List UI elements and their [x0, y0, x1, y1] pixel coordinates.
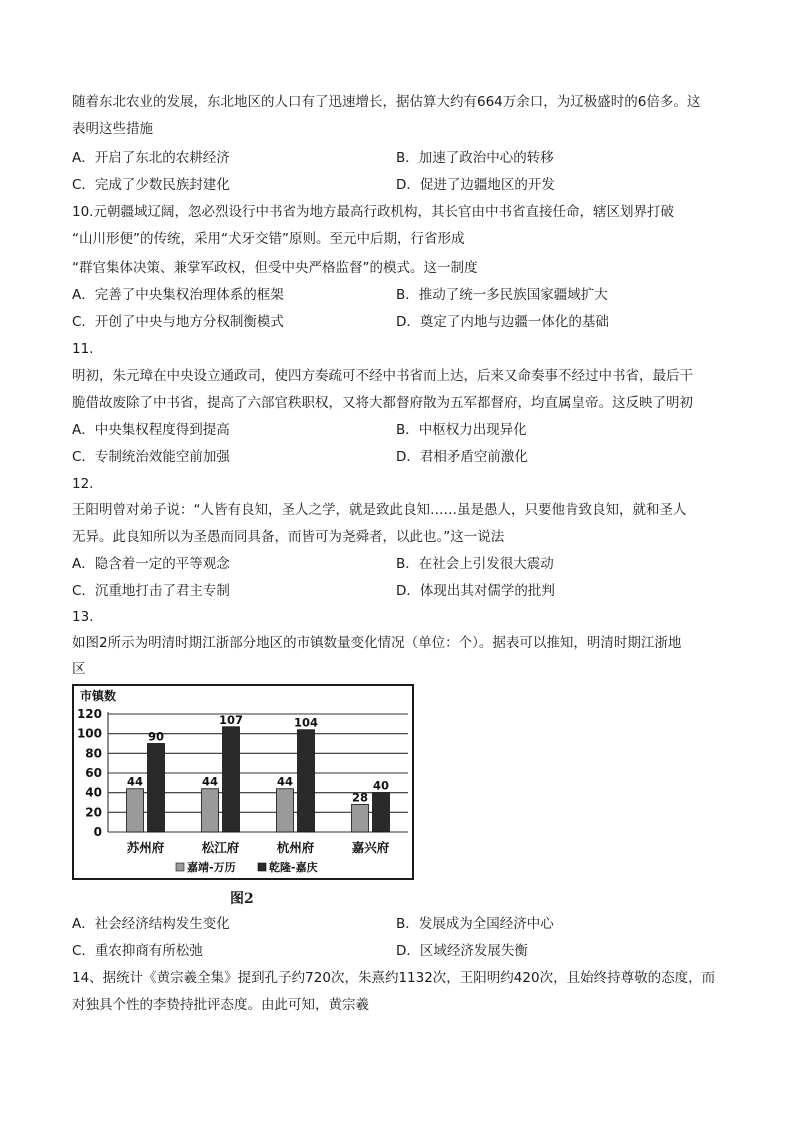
- q11-number: 11.: [72, 341, 94, 357]
- legend-label: 乾隆-嘉庆: [269, 861, 318, 874]
- bar-qianlong-jiaqing: [298, 730, 315, 832]
- q11-option-d[interactable]: D．君相矛盾空前激化: [396, 449, 528, 465]
- intro-option-c[interactable]: C．完成了少数民族封建化: [72, 177, 230, 193]
- x-tick-label: 嘉兴府: [351, 840, 390, 855]
- q13-number: 13.: [72, 609, 94, 625]
- x-tick-label: 苏州府: [126, 840, 165, 855]
- q10-option-d[interactable]: D．奠定了内地与边疆一体化的基础: [396, 314, 609, 330]
- q10-option-b[interactable]: B．推动了统一多民族国家疆域扩大: [396, 287, 608, 303]
- y-tick-label: 60: [85, 766, 102, 780]
- bar-jiajing-wanli: [352, 804, 369, 832]
- q12-text-line-1: 王阳明曾对弟子说：“人皆有良知，圣人之学，就是致此良知……虽是愚人，只要他肯致良知，就和圣人: [72, 502, 687, 518]
- bar-jiajing-wanli: [202, 789, 219, 832]
- legend-swatch: [258, 863, 266, 871]
- bar-qianlong-jiaqing: [373, 793, 390, 832]
- q10-text-line-2: “山川形便”的传统，采用“犬牙交错”原则。至元中后期，行省形成: [72, 231, 465, 247]
- y-tick-label: 20: [85, 805, 102, 820]
- intro-option-d[interactable]: D．促进了边疆地区的开发: [396, 177, 555, 193]
- data-label: 90: [147, 729, 165, 744]
- bar-jiajing-wanli: [277, 789, 294, 832]
- data-label: 104: [293, 715, 319, 730]
- data-label: 44: [126, 774, 144, 789]
- intro-option-a[interactable]: A．开启了东北的农耕经济: [72, 150, 230, 166]
- y-tick-label: 120: [76, 707, 102, 721]
- legend-label: 嘉靖-万历: [187, 861, 236, 874]
- y-tick-label: 40: [85, 785, 102, 800]
- q13-text-line-1: 如图2所示为明清时期江浙部分地区的市镇数量变化情况（单位：个）。据表可以推知，明清时期江浙地: [72, 635, 682, 651]
- q11-text-line-1: 明初，朱元璋在中央设立通政司，使四方奏疏可不经中书省而上达，后来又命奏事不经过中书省，最后干: [72, 368, 693, 384]
- intro-option-b[interactable]: B．加速了政治中心的转移: [396, 150, 554, 166]
- x-tick-label: 杭州府: [276, 840, 315, 855]
- bar-jiajing-wanli: [127, 789, 144, 832]
- q13-option-a[interactable]: A．社会经济结构发生变化: [72, 916, 230, 932]
- y-axis-label: 市镇数: [80, 689, 117, 703]
- q13-option-b[interactable]: B．发展成为全国经济中心: [396, 916, 554, 932]
- q13-option-d[interactable]: D．区域经济发展失衡: [396, 943, 528, 959]
- q11-option-b[interactable]: B．中枢权力出现异化: [396, 422, 527, 438]
- q13-option-c[interactable]: C．重农抑商有所松弛: [72, 943, 203, 959]
- q10-text-line-1: 10.元朝疆域辽阔，忽必烈设行中书省为地方最高行政机构，其长官由中书省直接任命，辖区划界打破: [72, 204, 674, 220]
- q12-number: 12.: [72, 476, 94, 492]
- q11-text-line-2: 脆借故废除了中书省，提高了六部官秩职权，又将大都督府散为五军都督府，均直属皇帝。这反映了明初: [72, 395, 693, 411]
- data-label: 44: [276, 774, 294, 789]
- town-count-chart: [72, 684, 414, 880]
- data-label: 28: [351, 790, 369, 805]
- data-label: 44: [201, 774, 219, 789]
- x-tick-label: 松江府: [201, 840, 240, 855]
- q13-text-line-2: 区: [72, 661, 86, 677]
- data-label: 40: [372, 778, 390, 793]
- intro-text-line-1: 随着东北农业的发展，东北地区的人口有了迅速增长，据估算大约有664万余口，为辽极盛时的6倍多。这: [72, 94, 701, 110]
- figure-caption: 图2: [230, 891, 254, 907]
- q12-option-c[interactable]: C．沉重地打击了君主专制: [72, 583, 230, 599]
- bar-chart-svg: [72, 684, 414, 880]
- q11-option-a[interactable]: A．中央集权程度得到提高: [72, 422, 230, 438]
- q12-option-d[interactable]: D．体现出其对儒学的批判: [396, 583, 555, 599]
- data-label: 107: [218, 712, 244, 727]
- q12-option-a[interactable]: A．隐含着一定的平等观念: [72, 556, 230, 572]
- q11-option-c[interactable]: C．专制统治效能空前加强: [72, 449, 230, 465]
- q10-text-line-3: “群官集体决策、兼掌军政权，但受中央严格监督”的模式。这一制度: [72, 260, 478, 276]
- q10-option-c[interactable]: C．开创了中央与地方分权制衡模式: [72, 314, 284, 330]
- y-tick-label: 0: [93, 825, 102, 839]
- y-tick-label: 100: [76, 726, 102, 741]
- bar-qianlong-jiaqing: [148, 744, 165, 833]
- bar-qianlong-jiaqing: [223, 727, 240, 832]
- q10-option-a[interactable]: A．完善了中央集权治理体系的框架: [72, 287, 284, 303]
- y-tick-label: 80: [85, 746, 102, 761]
- q14-text-line-1: 14、据统计《黄宗羲全集》提到孔子约720次，朱熹约1132次，王阳明约420次，且始终持尊敬的态度，而: [72, 970, 716, 986]
- q14-text-line-2: 对独具个性的李贽持批评态度。由此可知，黄宗羲: [72, 997, 369, 1013]
- legend-swatch: [176, 863, 184, 871]
- q12-text-line-2: 无异。此良知所以为圣愚而同具备，而皆可为尧舜者，以此也。”这一说法: [72, 529, 505, 545]
- q12-option-b[interactable]: B．在社会上引发很大震动: [396, 556, 554, 572]
- intro-text-line-2: 表明这些措施: [72, 121, 153, 137]
